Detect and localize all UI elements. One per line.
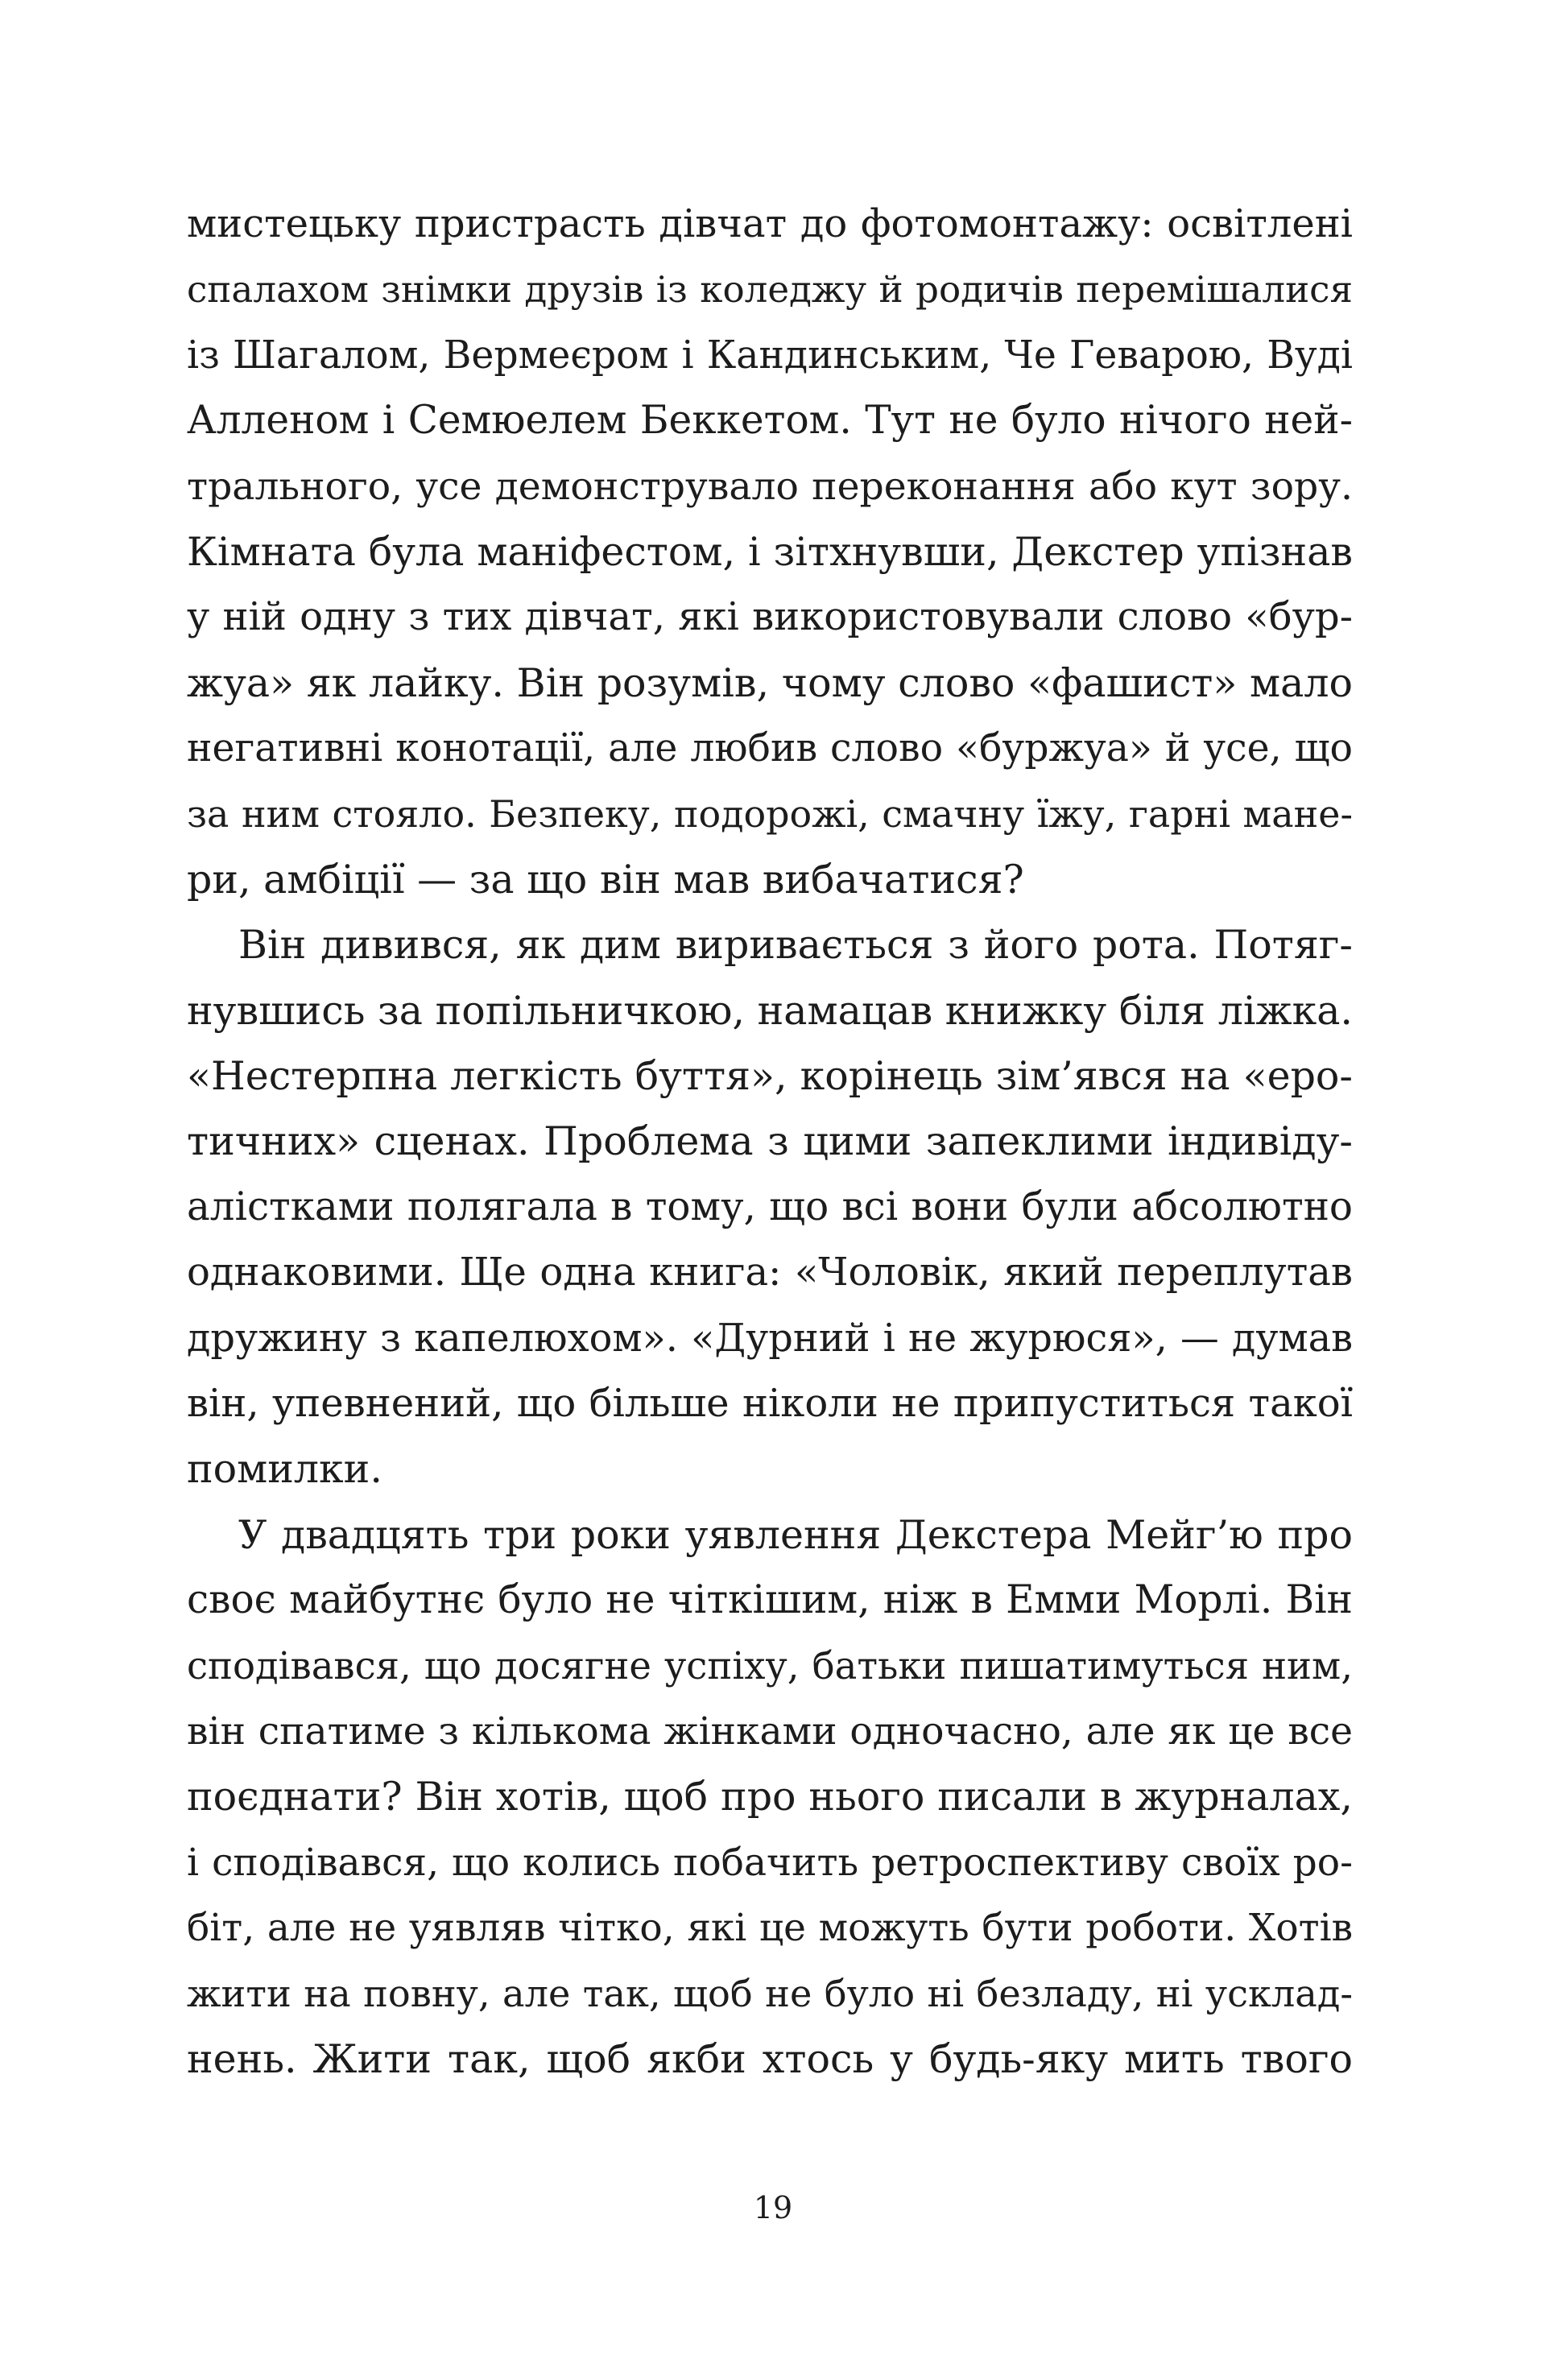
text-line: сподівався, що досягне успіху, батьки пишатимуться ним,	[187, 1643, 1353, 1688]
text-line: тичних» сценах. Проблема з цими запеклими індивіду-	[187, 1118, 1353, 1165]
text-line: спалахом знімки друзів із коледжу й родичів перемішалися	[187, 268, 1353, 312]
text-line: у ній одну з тих дівчат, які використовували слово «бур-	[187, 594, 1353, 640]
text-line: своє майбутнє було не чіткішим, ніж в Емми Морлі. Він	[187, 1577, 1353, 1623]
text-line: він, упевнений, що більше ніколи не припуститься такої	[187, 1381, 1353, 1427]
text-line: «Нестерпна легкість буття», корінець зім’явся на «еро-	[187, 1053, 1353, 1100]
text-line: нень. Жити так, щоб якби хтось у будь-яку мить твого	[187, 2035, 1353, 2082]
page-number: 19	[753, 2190, 793, 2225]
text-line: алістками полягала в тому, що всі вони були абсолютно	[187, 1184, 1353, 1229]
text-line: негативні конотації, але любив слово «буржуа» й усе, що	[187, 726, 1353, 771]
text-line: із Шагалом, Вермеєром і Кандинським, Че Геварою, Вуді	[187, 333, 1353, 378]
text-line: за ним стояло. Безпеку, подорожі, смачну їжу, гарні мане-	[187, 791, 1353, 836]
text-line: нувшись за попільничкою, намацав книжку біля ліжка.	[187, 987, 1353, 1034]
text-line: Алленом і Семюелем Беккетом. Тут не було нічого ней-	[187, 398, 1353, 444]
text-line: трального, усе демонструвало переконання або кут зору.	[187, 464, 1353, 509]
text-line: У двадцять три роки уявлення Декстера Мейг’ю про	[238, 1511, 1353, 1558]
text-line: Кімната була маніфестом, і зітхнувши, Декстер упізнав	[187, 528, 1353, 575]
text-line: поєднати? Він хотів, щоб про нього писали в журналах,	[187, 1774, 1353, 1820]
text-line: і сподівався, що колись побачить ретроспективу своїх ро-	[187, 1840, 1353, 1885]
text-line: ри, амбіції — за що він мав вибачатися?	[187, 856, 1024, 903]
text-line: помилки.	[187, 1446, 382, 1493]
text-line: біт, але не уявляв чітко, які це можуть бути роботи. Хотів	[187, 1906, 1353, 1951]
text-line: він спатиме з кількома жінками одночасно, але як це все	[187, 1709, 1353, 1754]
text-line: однаковими. Ще одна книга: «Чоловік, який переплутав	[187, 1250, 1353, 1295]
text-line: дружину з капелюхом». «Дурний і не журюся», — думав	[187, 1316, 1353, 1361]
text-line: мистецьку пристрасть дівчат до фотомонтажу: освітлені	[187, 201, 1353, 246]
text-line: Він дивився, як дим виривається з його рота. Потяг-	[238, 922, 1353, 969]
text-line: жуа» як лайку. Він розумів, чому слово «фашист» мало	[187, 659, 1353, 706]
body-text	[187, 192, 1353, 2092]
text-line: жити на повну, але так, щоб не було ні безладу, ні усклад-	[187, 1971, 1353, 2015]
